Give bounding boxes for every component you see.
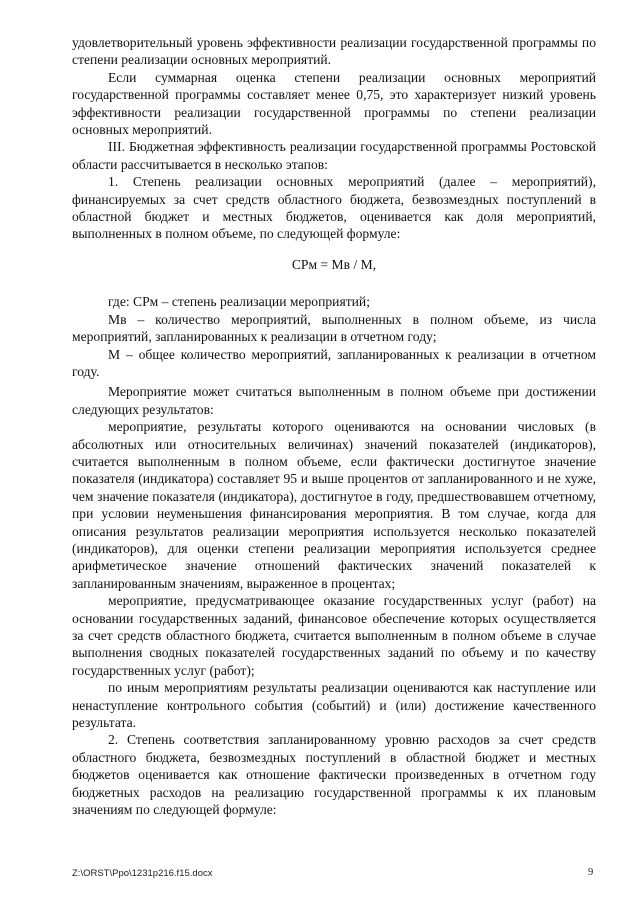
paragraph: мероприятие, предусматривающее оказание государственных услуг (работ) на основании государственных заданий, финансовое обеспечение которых осуществляется за счет средств областного бюджета, считается выполненным в полном объеме в случае выполнения сводных показателей государственных заданий по объему и по качеству государственных услуг (работ); bbox=[72, 593, 596, 678]
document-body bbox=[72, 34, 596, 818]
page-number: 9 bbox=[588, 867, 594, 878]
formula: СРм = Мв / М, bbox=[291, 256, 377, 272]
paragraph: 1. Степень реализации основных мероприятий (далее – мероприятий), финансируемых за счет средств областного бюджета, безвозмездных поступлений в областной бюджет и местных бюджетов, оценивается как доля мероприятий, выполненных в полном объеме, по следующей формуле: bbox=[72, 174, 596, 242]
paragraph: 2. Степень соответствия запланированному уровню расходов за счет средств областного бюджета, безвозмездных поступлений в областной бюджет и местных бюджетов оценивается как отношение фактически произведенных в отчетном году бюджетных расходов на реализацию государственной программы к их плановым значениям по следующей формуле: bbox=[72, 732, 596, 818]
definition: Мв – количество мероприятий, выполненных в полном объеме, из числа мероприятий, запланированных к реализации в отчетном году; bbox=[72, 311, 596, 345]
paragraph: Если суммарная оценка степени реализации основных мероприятий государственной программы составляет менее 0,75, это характеризует низкий уровень эффективности реализации государственной программы по степени реализации основных мероприятий. bbox=[72, 69, 596, 138]
paragraph: Мероприятие может считаться выполненным в полном объеме при достижении следующих результатов: bbox=[72, 384, 596, 417]
paragraph: III. Бюджетная эффективность реализации государственной программы Ростовской области рассчитывается в несколько этапов: bbox=[72, 139, 596, 172]
footer-file-path: Z:\ORST\Ppo\1231p216.f15.docx bbox=[72, 868, 213, 879]
paragraph: мероприятие, результаты которого оцениваются на основании числовых (в абсолютных или относительных величинах) значений показателей (индикаторов), считается выполненным в полном объеме, если фактически достигнутое значение показателя (индикатора) составляет 95 и выше процентов от запланированного и не хуже, чем значение показателя (индикатора), достигнутое в году, предшествовавшем отчетному, при условии неуменьшения финансирования мероприятия. В том случае, когда для описания результатов реализации мероприятия используется несколько показателей (индикаторов), для оценки степени реализации мероприятия используется среднее арифметическое значение отношений фактических значений показателей к запланированным значениям, выраженное в процентах; bbox=[72, 419, 596, 591]
definition: где: СРм – степень реализации мероприятий; bbox=[108, 294, 370, 310]
paragraph: удовлетворительный уровень эффективности реализации государственной программы по степени реализации основных мероприятий. bbox=[72, 35, 596, 68]
definition: М – общее количество мероприятий, запланированных к реализации в отчетном году. bbox=[72, 346, 596, 379]
paragraph: по иным мероприятиям результаты реализации оцениваются как наступление или ненаступление контрольного события (событий) и (или) достижение качественного результата. bbox=[72, 680, 596, 731]
